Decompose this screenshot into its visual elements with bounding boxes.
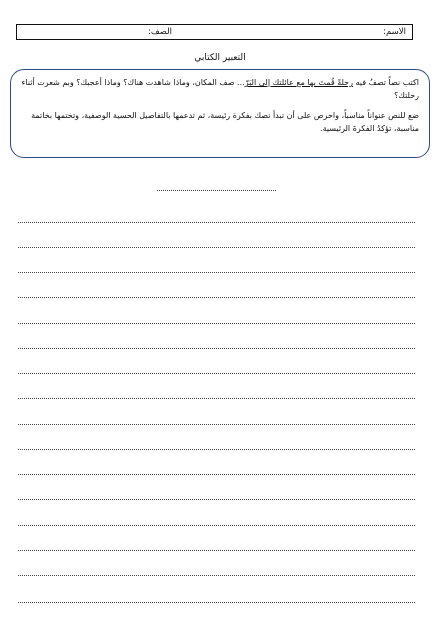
page-title: التعبير الكتابي [194,53,246,63]
writing-line [18,575,415,576]
student-info-box [16,24,413,40]
writing-line [18,297,415,298]
grade-label: الصف: [148,27,172,37]
writing-line [18,499,415,500]
writing-line [18,323,415,324]
writing-line [18,348,415,349]
prompt-underlined-text: رحلةً قُمتَ بها مع عائلتك إلى البَرّ [244,78,353,87]
prompt-text-continued: ... صف المكان، وماذا شاهدت هناك؟ وماذا أعجبك؟ وبم شعرت أثناء رحلتك؟ [21,78,419,100]
writing-line [18,272,415,273]
writing-line [18,550,415,551]
writing-line [18,398,415,399]
writing-line [18,525,415,526]
writing-line [18,247,415,248]
prompt-paragraph-1 [19,76,419,102]
essay-title-line [157,190,276,191]
prompt-box [10,69,430,158]
name-label: الاسم: [383,27,406,37]
prompt-paragraph-2: ضع للنص عنواناً مناسباً، واحرص على أن تبدأ نصك بفكرة رئيسة، ثم تدعمها بالتفاصيل الحسية الوصفية، وتختمها بخاتمة مناسبة، تؤكدُ الفكرةَ الرئيسية. [31,111,419,133]
writing-line [18,602,415,603]
writing-line [18,474,415,475]
writing-line [18,373,415,374]
prompt-text: اكتب نصاً تصفُ فيه [352,78,419,87]
writing-line [18,449,415,450]
writing-line [18,424,415,425]
writing-line [18,222,415,223]
